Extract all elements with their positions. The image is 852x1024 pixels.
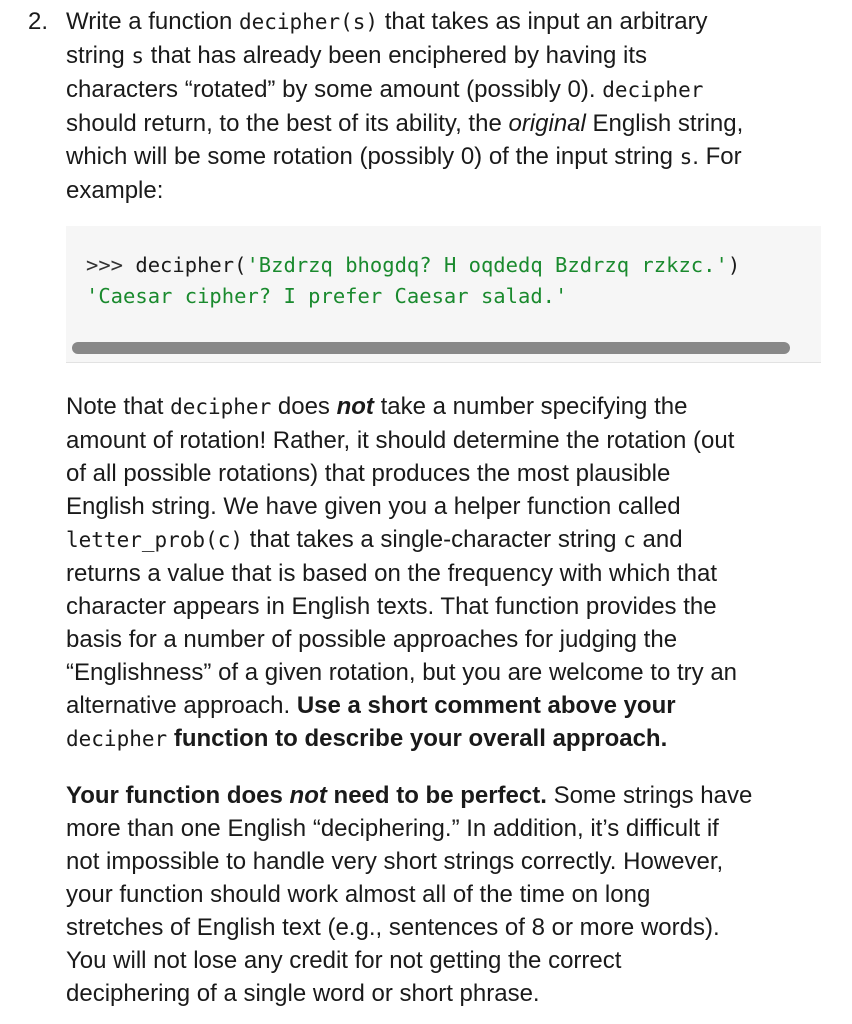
text-line: [66, 722, 826, 756]
list-item-number: 2.: [28, 8, 49, 35]
text-run: characters “rotated” by some amount (possibly 0).: [66, 76, 603, 103]
text-run: does: [271, 393, 337, 420]
text-line: more than one English “deciphering.” In addition, it’s difficult if: [66, 815, 719, 842]
text-line: amount of rotation! Rather, it should determine the rotation (out: [66, 427, 735, 454]
text-run: Note that: [66, 393, 171, 420]
text-line: deciphering of a single word or short phrase.: [66, 980, 540, 1007]
text-run: which will be some rotation (possibly 0) of the input string: [66, 143, 680, 170]
text-run: English string,: [585, 110, 744, 137]
inline-code: decipher(s): [238, 10, 379, 34]
inline-code: letter_prob(c): [66, 528, 244, 552]
inline-code: decipher: [602, 78, 704, 102]
text-line: English string. We have given you a helper function called: [66, 493, 681, 520]
text-line: basis for a number of possible approaches for judging the: [66, 626, 678, 653]
emphasis: original: [508, 110, 586, 137]
emphasis: not: [289, 782, 327, 809]
code-function-call: decipher(: [135, 253, 247, 277]
text-line: [66, 140, 826, 174]
text-line: [66, 689, 826, 722]
text-line: [66, 73, 826, 107]
problem-paragraph-1: [66, 5, 826, 207]
text-line: [66, 779, 826, 812]
text-run: that takes a single-character string: [243, 526, 624, 553]
text-line: example:: [66, 177, 164, 204]
bold-text: Use a short comment above your: [296, 692, 676, 719]
emphasis: not: [336, 393, 374, 420]
code-string-argument: 'Bzdrzq bhogdq? H oqdedq Bzdrzq rzkzc.': [246, 253, 728, 277]
text-line: of all possible rotations) that produces the most plausible: [66, 460, 671, 487]
bold-text: function to describe your overall approach.: [167, 725, 668, 752]
text-run: should return, to the best of its ability, the: [66, 110, 509, 137]
text-line: character appears in English texts. That function provides the: [66, 593, 717, 620]
text-run: take a number specifying the: [373, 393, 688, 420]
code-input-line: [86, 250, 740, 280]
text-line: returns a value that is based on the frequency with which that: [66, 560, 718, 587]
text-run: Some strings have: [546, 782, 753, 809]
text-line: “Englishness” of a given rotation, but you are welcome to try an: [66, 659, 738, 686]
text-line: [66, 39, 826, 73]
inline-code: decipher: [66, 727, 168, 751]
text-line: [66, 390, 826, 424]
text-run: string: [66, 42, 132, 69]
horizontal-scrollbar[interactable]: [72, 340, 796, 356]
code-example-block[interactable]: [66, 226, 821, 363]
text-line: [66, 523, 826, 557]
text-run: that has already been enciphered by having its: [144, 42, 648, 69]
text-line: your function should work almost all of the time on long: [66, 881, 651, 908]
code-output-string: 'Caesar cipher? I prefer Caesar salad.': [86, 284, 568, 308]
text-run: that takes as input an arbitrary: [378, 8, 708, 35]
text-run: Write a function: [66, 8, 239, 35]
inline-code: s: [679, 145, 693, 169]
text-run: . For: [692, 143, 742, 170]
inline-code: decipher: [170, 395, 272, 419]
bold-text: need to be perfect.: [326, 782, 547, 809]
text-line: [66, 107, 826, 140]
text-run: and: [635, 526, 683, 553]
text-line: stretches of English text (e.g., sentences of 8 or more words).: [66, 914, 720, 941]
text-line: You will not lose any credit for not getting the correct: [66, 947, 622, 974]
code-close-paren: ): [727, 253, 741, 277]
text-line: not impossible to handle very short strings correctly. However,: [66, 848, 724, 875]
scrollbar-thumb[interactable]: [72, 342, 790, 354]
code-prompt: >>>: [86, 253, 136, 277]
problem-paragraph-2: [66, 390, 826, 756]
inline-code: s: [131, 44, 145, 68]
text-run: alternative approach.: [66, 692, 297, 719]
problem-paragraph-3: [66, 779, 826, 1010]
bold-text: Your function does: [66, 782, 290, 809]
code-output-line: [86, 281, 567, 311]
text-line: [66, 5, 826, 39]
inline-code: c: [623, 528, 636, 552]
